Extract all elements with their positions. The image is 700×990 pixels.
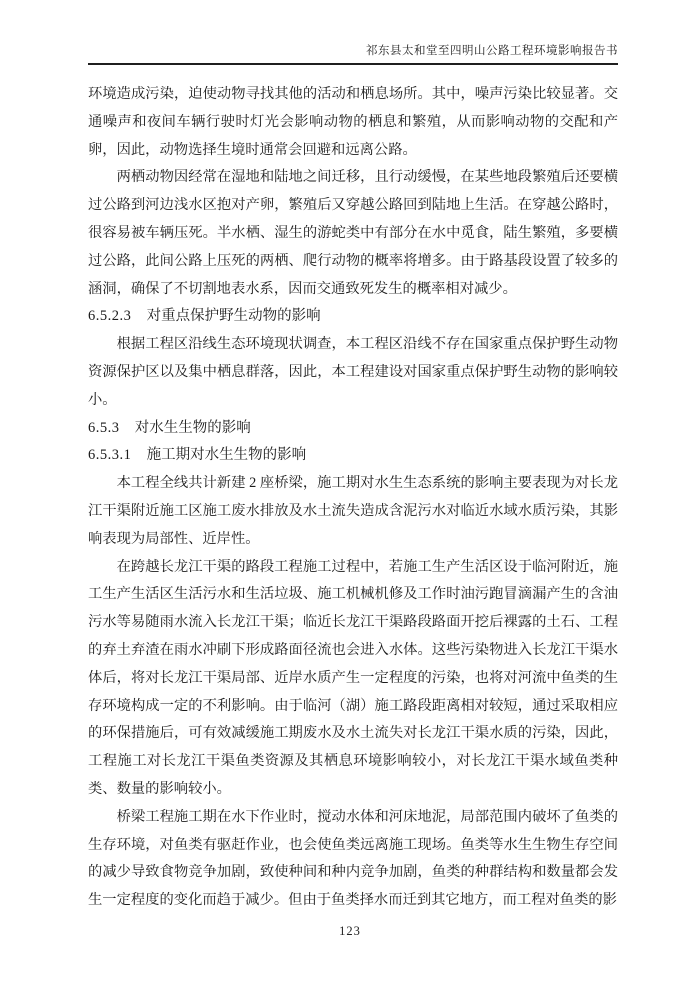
- section-title: 施工期对水生生物的影响: [146, 447, 307, 464]
- running-head: 祁东县太和堂至四明山公路工程环境影响报告书: [366, 45, 618, 57]
- section-heading-6-5-3: [88, 415, 618, 443]
- document-body: [88, 81, 618, 915]
- paragraph-noise-impact: 环境造成污染，迫使动物寻找其他的活动和栖息场所。其中，噪声污染比较显著。交通噪声和夜间车辆行驶时灯光会影响动物的栖息和繁殖，从而影响动物的交配和产卵，因此，动物选择生境时通常会回避和远离公路。: [88, 86, 618, 158]
- paragraph-bridge-overview: 本工程全线共计新建 2 座桥梁，施工期对水生生态系统的影响主要表现为对长龙江干渠附近施工区施工废水排放及水土流失造成含泥污水对临近水域水质污染，其影响表现为局部性、近岸性。: [88, 475, 618, 547]
- section-title: 对重点保护野生动物的影响: [146, 308, 321, 325]
- page-header: [88, 42, 618, 65]
- section-number: 6.5.2.3: [88, 308, 132, 325]
- paragraph-amphibian-impact: 两栖动物因经常在湿地和陆地之间迁移，且行动缓慢，在某些地段繁殖后还要横过公路到河边浅水区抱对产卵，繁殖后又穿越公路回到陆地上生活。在穿越公路时，很容易被车辆压死。半水栖、湿生的游蛇类中有部分在水中觅食，陆生繁殖，多要横过公路，此间公路上压死的两栖、爬行动物的概率将增多。由于路基段设置了较多的涵洞，确保了不切割地表水系，因而交通致死发生的概率相对减少。: [88, 169, 618, 297]
- paragraph-protected-wildlife: 根据工程区沿线生态环境现状调查，本工程区沿线不存在国家重点保护野生动物资源保护区以及集中栖息群落，因此，本工程建设对国家重点保护野生动物的影响较小。: [88, 336, 618, 408]
- section-title: 对水生生物的影响: [134, 419, 251, 436]
- page-number: 123: [339, 924, 361, 938]
- section-heading-6-5-3-1: [88, 442, 618, 470]
- section-number: 6.5.3.1: [88, 447, 132, 464]
- section-number: 6.5.3: [88, 419, 120, 436]
- paragraph-underwater-works: 桥梁工程施工期在水下作业时，搅动水体和河床地泥，局部范围内破坏了鱼类的生存环境，对鱼类有驱赶作业，也会使鱼类远离施工现场。鱼类等水生生物生存空间的减少导致食物竞争加剧，致使种间和种内竞争加剧，鱼类的种群结构和数量都会发生一定程度的变化而趋于减少。但由于鱼类择水而迁到其它地方，而工程对鱼类的影: [88, 808, 618, 909]
- page-footer: [0, 922, 700, 940]
- paragraph-canal-pollution: 在跨越长龙江干渠的路段工程施工过程中，若施工生产生活区设于临河附近，施工生产生活区生活污水和生活垃圾、施工机械机修及工作时油污跑冒滴漏产生的含油污水等易随雨水流入长龙江干渠；临近长龙江干渠路段路面开挖后裸露的土石、工程的弃土弃渣在雨水冲刷下形成路面径流也会进入水体。这些污染物进入长龙江干渠水体后，将对长龙江干渠局部、近岸水质产生一定程度的污染，也将对河流中鱼类的生存环境构成一定的不利影响。由于临河（湖）施工路段距离相对较短，通过采取相应的环保措施后，可有效减缓施工期废水及水土流失对长龙江干渠水质的污染，因此，工程施工对长龙江干渠鱼类资源及其栖息环境影响较小，对长龙江干渠水域鱼类种类、数量的影响较小。: [88, 558, 618, 797]
- section-heading-6-5-2-3: [88, 303, 618, 331]
